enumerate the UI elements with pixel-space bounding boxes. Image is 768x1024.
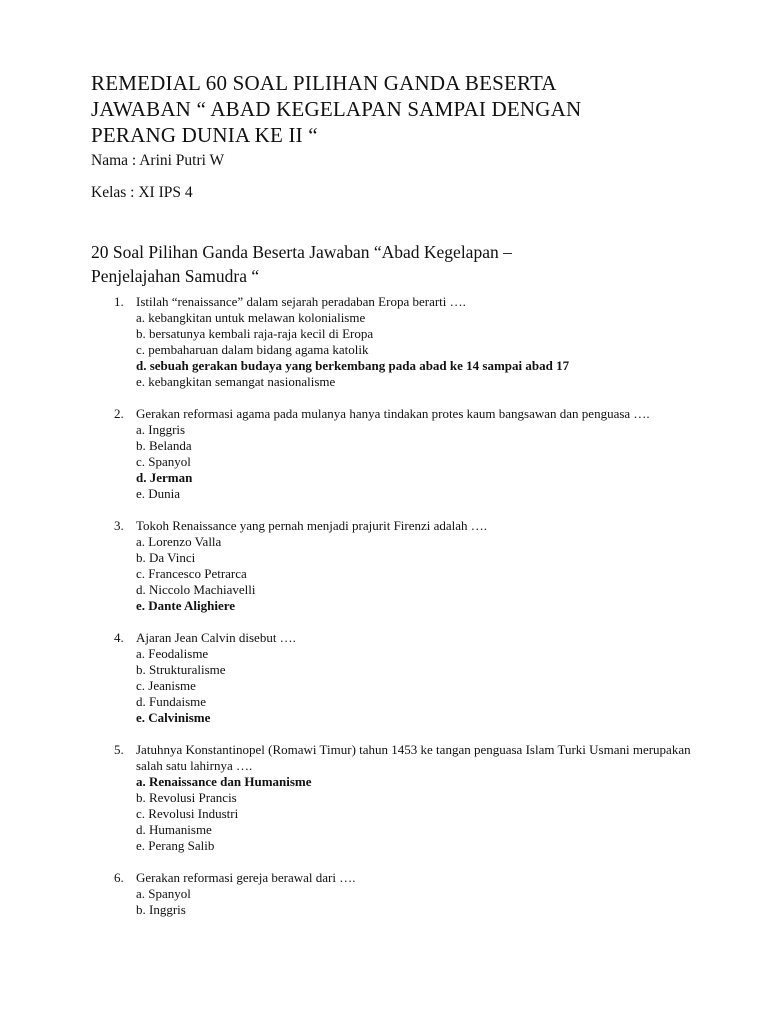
question-text: Gerakan reformasi agama pada mulanya hanya tindakan protes kaum bangsawan dan penguasa ….: [136, 406, 650, 421]
answer-option-correct: d. sebuah gerakan budaya yang berkembang pada abad ke 14 sampai abad 17: [136, 358, 570, 373]
answer-option: c. Spanyol: [136, 454, 191, 469]
answer-option: b. Revolusi Prancis: [136, 790, 237, 805]
question-number: 2.: [114, 406, 124, 421]
title-line: PERANG DUNIA KE II “: [91, 123, 318, 147]
question-text: Tokoh Renaissance yang pernah menjadi prajurit Firenzi adalah ….: [136, 518, 488, 533]
question-item: [91, 870, 691, 918]
answer-option: e. Perang Salib: [136, 838, 215, 853]
document-title: [91, 70, 711, 148]
answer-option: c. Jeanisme: [136, 678, 196, 693]
answer-option-correct: d. Jerman: [136, 470, 193, 485]
student-class: Kelas : XI IPS 4: [91, 184, 193, 201]
answer-option: a. Lorenzo Valla: [136, 534, 222, 549]
answer-option: a. kebangkitan untuk melawan kolonialisme: [136, 310, 366, 325]
question-number: 1.: [114, 294, 124, 309]
answer-option: d. Niccolo Machiavelli: [136, 582, 256, 597]
question-stem: [91, 294, 691, 310]
question-text: Istilah “renaissance” dalam sejarah peradaban Eropa berarti ….: [136, 294, 466, 309]
question-item: [91, 518, 691, 614]
question-stem: [91, 742, 691, 774]
question-stem: [91, 870, 691, 886]
answer-option-correct: a. Renaissance dan Humanisme: [136, 774, 312, 789]
question-stem: [91, 630, 691, 646]
question-number: 4.: [114, 630, 124, 645]
question-stem: [91, 406, 691, 422]
question-item: [91, 630, 691, 726]
question-number: 5.: [114, 742, 124, 757]
question-item: [91, 406, 691, 502]
question-text: Gerakan reformasi gereja berawal dari ….: [136, 870, 356, 885]
answer-option: d. Fundaisme: [136, 694, 207, 709]
answer-option: a. Inggris: [136, 422, 186, 437]
answer-option: c. pembaharuan dalam bidang agama katolik: [136, 342, 369, 357]
answer-option: c. Revolusi Industri: [136, 806, 239, 821]
answer-option: c. Francesco Petrarca: [136, 566, 247, 581]
answer-option: d. Humanisme: [136, 822, 212, 837]
question-number: 3.: [114, 518, 124, 533]
question-item: [91, 742, 691, 854]
question-text: Jatuhnya Konstantinopel (Romawi Timur) tahun 1453 ke tangan penguasa Islam Turki Usmani merupakan salah satu lahirnya ….: [136, 742, 691, 773]
section-title-line: 20 Soal Pilihan Ganda Beserta Jawaban “Abad Kegelapan –: [91, 242, 512, 262]
answer-option: b. Da Vinci: [136, 550, 196, 565]
section-title-line: Penjelajahan Samudra “: [91, 266, 260, 286]
answer-option: b. Belanda: [136, 438, 192, 453]
title-line: REMEDIAL 60 SOAL PILIHAN GANDA BESERTA: [91, 71, 557, 95]
answer-option: b. Inggris: [136, 902, 186, 917]
answer-option: b. bersatunya kembali raja-raja kecil di Eropa: [136, 326, 374, 341]
question-stem: [91, 518, 691, 534]
answer-option-correct: e. Calvinisme: [136, 710, 211, 725]
answer-option: a. Spanyol: [136, 886, 191, 901]
title-line: JAWABAN “ ABAD KEGELAPAN SAMPAI DENGAN: [91, 97, 582, 121]
student-name: Nama : Arini Putri W: [91, 152, 225, 169]
answer-option-correct: e. Dante Alighiere: [136, 598, 236, 613]
answer-option: a. Feodalisme: [136, 646, 209, 661]
question-list: [91, 294, 691, 934]
question-number: 6.: [114, 870, 124, 885]
question-text: Ajaran Jean Calvin disebut ….: [136, 630, 296, 645]
section-title: [91, 240, 512, 288]
answer-option: b. Strukturalisme: [136, 662, 226, 677]
answer-option: e. kebangkitan semangat nasionalisme: [136, 374, 336, 389]
answer-option: e. Dunia: [136, 486, 181, 501]
question-item: [91, 294, 691, 390]
